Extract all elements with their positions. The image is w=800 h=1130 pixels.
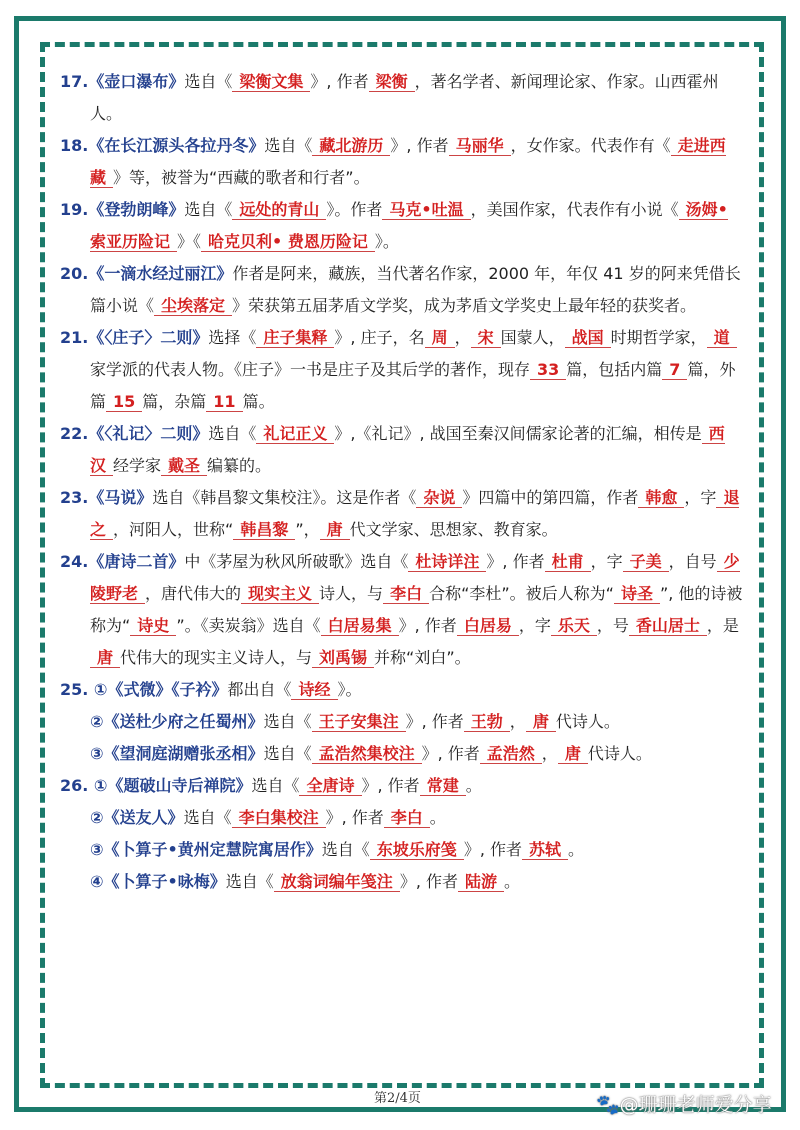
answer-blank: 王子安集注 [312,712,406,732]
item-text: 篇，包括内篇 [566,360,663,379]
answer-blank: 梁衡文集 [232,72,310,92]
answer-list [60,66,746,898]
answer-blank: 庄子集释 [256,328,334,348]
item-text: 》,《礼记》, 战国至秦汉间儒家论著的汇编，相传是 [334,424,702,443]
answer-blank: 苏轼 [522,840,568,860]
item-text: ， [541,744,558,763]
answer-blank: 马丽华 [449,136,511,156]
item-text: ，字 [518,616,551,635]
watermark-text: @珊珊老师爱分享 [619,1094,772,1116]
item-text: 》, 作者 [486,552,545,571]
answer-blank: 7 [662,360,687,380]
item-title: 23.《马说》 [60,488,153,507]
item-title: 22.《〈礼记〉二则》 [60,424,209,443]
answer-blank: 东坡乐府笺 [370,840,464,860]
item-text: 篇，外篇 [90,360,736,411]
answer-blank: 子美 [623,552,669,572]
item-text: 》《 [177,232,202,251]
item-text: 家学派的代表人物。《庄子》一书是庄子及其后学的著作，现存 [90,360,531,379]
answer-blank: 15 [106,392,142,412]
item-text: 选自《 [225,872,274,891]
item-text: 》, 作者 [390,136,449,155]
item-text: 都出自《 [227,680,292,699]
item-text: ，字 [684,488,717,507]
answer-blank: 白居易集 [321,616,399,636]
answer-blank: 战国 [565,328,611,348]
item-text: 》, 作者 [310,72,369,91]
answer-blank: 少陵野老 [90,552,740,603]
item-text: 选自《韩昌黎文集校注》。这是作者《 [152,488,417,507]
item-text: 》, 作者 [361,776,420,795]
list-item [60,738,746,770]
item-text: 》, 作者 [398,616,457,635]
item-text: ，是 [706,616,739,635]
answer-blank: 李白 [384,808,430,828]
item-title: 20.《一滴水经过丽江》 [60,264,233,283]
list-item [60,418,746,482]
answer-blank: 杜诗详注 [408,552,486,572]
item-text: 》。 [374,232,399,251]
item-title: 17.《壶口瀑布》 [60,72,185,91]
item-text: 。 [568,840,585,859]
answer-blank: 孟浩然集校注 [312,744,422,764]
answer-blank: 李白 [383,584,429,604]
item-text: 》, 作者 [399,872,458,891]
item-text: 选自《 [183,808,232,827]
item-text: ，女作家。代表作有《 [510,136,671,155]
item-title: ②《送杜少府之任蜀州》 [90,712,264,731]
answer-blank: 杜甫 [545,552,591,572]
answer-blank: 刘禹锡 [312,648,374,668]
answer-blank: 王勃 [464,712,510,732]
item-text: 》, 作者 [421,744,480,763]
item-title: 26. ①《题破山寺后禅院》 [60,776,252,795]
answer-blank: 诗经 [291,680,337,700]
item-text: ， [454,328,471,347]
item-text: 选自《 [184,72,233,91]
answer-blank: 汤姆• 索亚历险记 [90,200,728,251]
answer-blank: 33 [530,360,566,380]
item-text: 》四篇中的第四篇，作者 [462,488,639,507]
page-number: 第2/4页 [374,1091,421,1106]
answer-blank: 唐 [558,744,588,764]
item-text: 选自《 [263,712,312,731]
item-text: 篇，杂篇 [142,392,207,411]
item-text: ，著名学者、新闻理论家、作家。山西霍州人。 [90,72,719,123]
answer-blank: 韩昌黎 [233,520,295,540]
answer-blank: 乐天 [551,616,597,636]
list-item [60,834,746,866]
item-text: 选择《 [208,328,257,347]
paw-icon: 🐾 [596,1094,620,1116]
item-text: 国蒙人， [500,328,565,347]
answer-blank: 杂说 [416,488,462,508]
answer-blank: 现实主义 [241,584,319,604]
list-item [60,130,746,194]
item-title: ③《望洞庭湖赠张丞相》 [90,744,264,763]
item-text: 代文学家、思想家、教育家。 [349,520,558,539]
answer-blank: 周 [425,328,455,348]
item-text: 并称“刘白”。 [374,648,471,667]
answer-blank: 常建 [420,776,466,796]
list-item [60,770,746,802]
answer-blank: 西汉 [90,424,725,475]
answer-blank: 退之 [90,488,740,539]
answer-blank: 白居易 [457,616,519,636]
item-title: 24.《唐诗二首》 [60,552,185,571]
answer-blank: 陆游 [458,872,504,892]
item-text: 》。 [337,680,362,699]
answer-blank: 藏北游历 [312,136,390,156]
item-text: 。 [504,872,521,891]
item-text: 代诗人。 [555,712,620,731]
item-text: 选自《 [184,200,233,219]
item-text: 》。作者 [326,200,383,219]
list-item [60,482,746,546]
item-text: 》, 庄子，名 [334,328,425,347]
item-text: 选自《 [321,840,370,859]
item-text: 选自《 [263,744,312,763]
item-text: ，自号 [668,552,717,571]
item-text: ，号 [596,616,629,635]
item-text: 选自《 [208,424,257,443]
answer-blank: 诗圣 [614,584,660,604]
item-title: 19.《登勃朗峰》 [60,200,185,219]
item-text: 。 [429,808,446,827]
answer-blank: 马克•吐温 [382,200,470,220]
item-title: 21.《〈庄子〉二则》 [60,328,209,347]
item-text: ，河阳人，世称“ [113,520,234,539]
item-text: 》荣获第五届茅盾文学奖，成为茅盾文学奖史上最年轻的获奖者。 [232,296,697,315]
answer-blank: 香山居士 [629,616,707,636]
item-text: ，美国作家，代表作有小说《 [470,200,679,219]
list-item [60,66,746,130]
answer-blank: 11 [206,392,242,412]
list-item [60,674,746,706]
item-text: 》, 作者 [405,712,464,731]
item-text: ， [509,712,526,731]
answer-blank: 戴圣 [161,456,207,476]
list-item [60,322,746,418]
item-text: 选自《 [251,776,300,795]
answer-blank: 全唐诗 [299,776,361,796]
item-title: ②《送友人》 [90,808,184,827]
answer-blank: 韩愈 [638,488,684,508]
item-text: 合称“李杜”。被后人称为“ [429,584,614,603]
item-title: ④《卜算子•咏梅》 [90,872,226,891]
item-text: ”。《卖炭翁》选自《 [176,616,321,635]
answer-blank: 诗史 [130,616,176,636]
answer-blank: 唐 [526,712,556,732]
item-text: 中《茅屋为秋风所破歌》选自《 [184,552,409,571]
answer-blank: 走进西藏 [90,136,726,187]
item-text: ，唐代伟大的 [145,584,242,603]
item-text: ，字 [590,552,623,571]
item-title: 25. ①《式微》《子衿》 [60,680,228,699]
answer-blank: 尘埃落定 [154,296,232,316]
watermark [596,1090,772,1117]
item-text: ”, 他的诗被称为“ [90,584,743,635]
list-item [60,258,746,322]
list-item [60,546,746,674]
list-item [60,706,746,738]
answer-blank: 唐 [320,520,350,540]
answer-blank: 道 [707,328,737,348]
answer-blank: 孟浩然 [480,744,542,764]
answer-blank: 礼记正义 [256,424,334,444]
item-text: 篇。 [242,392,275,411]
item-text: 经学家 [113,456,162,475]
item-text: 选自《 [264,136,313,155]
item-text: 时期哲学家， [610,328,707,347]
answer-blank: 唐 [90,648,120,668]
item-text: 诗人，与 [319,584,384,603]
item-text: 编纂的。 [207,456,272,475]
item-title: ③《卜算子•黄州定慧院寓居作》 [90,840,322,859]
item-text: 》, 作者 [325,808,384,827]
answer-blank: 放翁词编年笺注 [274,872,400,892]
item-title: 18.《在长江源头各拉丹冬》 [60,136,265,155]
answer-blank: 哈克贝利• 费恩历险记 [201,232,375,252]
item-text: 》等，被誉为“西藏的歌者和行者”。 [113,168,370,187]
list-item [60,802,746,834]
item-text: 代诗人。 [587,744,652,763]
item-text: 代伟大的现实主义诗人，与 [120,648,313,667]
answer-blank: 梁衡 [369,72,415,92]
item-text: 。 [465,776,482,795]
item-text: 作者是阿来，藏族，当代著名作家，2000 年，年仅 41 岁的阿来凭借长篇小说《 [90,264,741,315]
item-text: ”， [295,520,320,539]
list-item [60,194,746,258]
answer-blank: 李白集校注 [232,808,326,828]
answer-blank: 远处的青山 [232,200,326,220]
item-text: 》, 作者 [463,840,522,859]
answer-blank: 宋 [471,328,501,348]
list-item [60,866,746,898]
